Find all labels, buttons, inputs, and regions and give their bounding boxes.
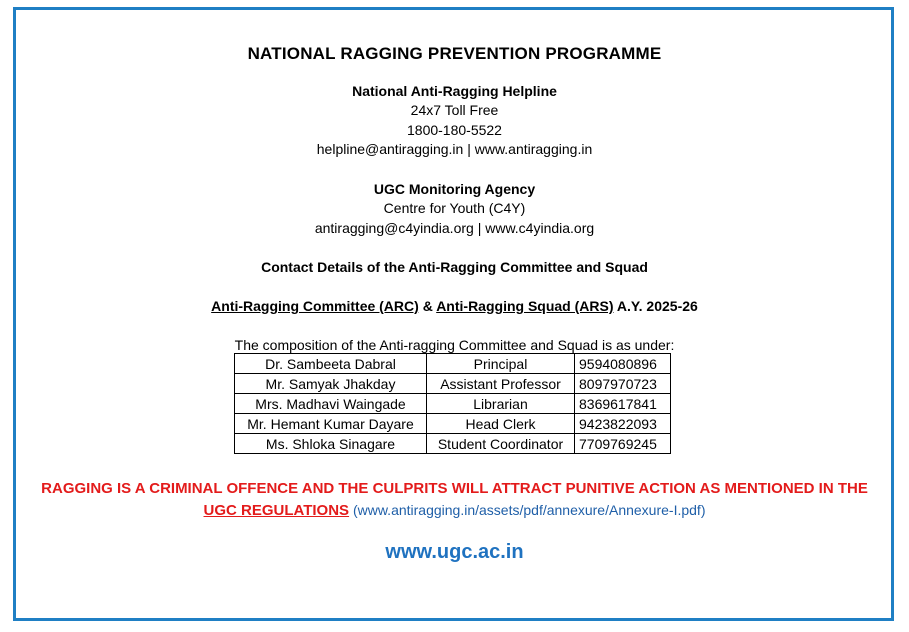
member-name: Dr. Sambeeta Dabral bbox=[235, 354, 427, 374]
member-name: Mr. Samyak Jhakday bbox=[235, 374, 427, 394]
member-name: Mr. Hemant Kumar Dayare bbox=[235, 414, 427, 434]
committee-ars: Anti-Ragging Squad (ARS) bbox=[436, 298, 614, 314]
table-row bbox=[235, 374, 671, 394]
member-phone: 9594080896 bbox=[575, 354, 671, 374]
member-phone: 7709769245 bbox=[575, 434, 671, 454]
committee-amp: & bbox=[418, 298, 437, 314]
member-name: Ms. Shloka Sinagare bbox=[235, 434, 427, 454]
annexure-link[interactable]: (www.antiragging.in/assets/pdf/annexure/Annexure-I.pdf) bbox=[349, 502, 706, 518]
table-row bbox=[235, 394, 671, 414]
warning-line-2 bbox=[0, 500, 909, 521]
agency-heading: UGC Monitoring Agency bbox=[373, 181, 536, 197]
committee-arc: Anti-Ragging Committee (ARC) bbox=[211, 298, 419, 314]
committee-year: A.Y. 2025-26 bbox=[613, 298, 698, 314]
member-phone: 8369617841 bbox=[575, 394, 671, 414]
table-row bbox=[235, 434, 671, 454]
committee-heading bbox=[0, 297, 909, 315]
helpline-heading: National Anti-Ragging Helpline bbox=[352, 83, 557, 99]
member-role: Librarian bbox=[427, 394, 575, 414]
warning-regulations: UGC REGULATIONS bbox=[203, 502, 350, 519]
member-role: Principal bbox=[427, 354, 575, 374]
members-table bbox=[234, 353, 671, 454]
ugc-website-link[interactable]: www.ugc.ac.in bbox=[385, 541, 524, 563]
member-phone: 9423822093 bbox=[575, 414, 671, 434]
member-role: Assistant Professor bbox=[427, 374, 575, 394]
member-role: Head Clerk bbox=[427, 414, 575, 434]
warning-line-1: RAGGING IS A CRIMINAL OFFENCE AND THE CULPRITS WILL ATTRACT PUNITIVE ACTION AS MENTIONED IN THE bbox=[41, 480, 868, 497]
helpline-contact[interactable]: helpline@antiragging.in | www.antiragging.in bbox=[316, 141, 593, 157]
table-row bbox=[235, 354, 671, 374]
table-row bbox=[235, 414, 671, 434]
member-name: Mrs. Madhavi Waingade bbox=[235, 394, 427, 414]
helpline-toll-free: 24x7 Toll Free bbox=[410, 102, 499, 118]
helpline-number: 1800-180-5522 bbox=[407, 122, 502, 138]
member-phone: 8097970723 bbox=[575, 374, 671, 394]
composition-intro: The composition of the Anti-ragging Committee and Squad is as under: bbox=[234, 337, 675, 353]
agency-contact[interactable]: antiragging@c4yindia.org | www.c4yindia.org bbox=[314, 220, 595, 236]
agency-name: Centre for Youth (C4Y) bbox=[383, 200, 526, 216]
page-title: NATIONAL RAGGING PREVENTION PROGRAMME bbox=[247, 44, 662, 63]
member-role: Student Coordinator bbox=[427, 434, 575, 454]
contact-heading: Contact Details of the Anti-Ragging Committee and Squad bbox=[261, 259, 648, 275]
